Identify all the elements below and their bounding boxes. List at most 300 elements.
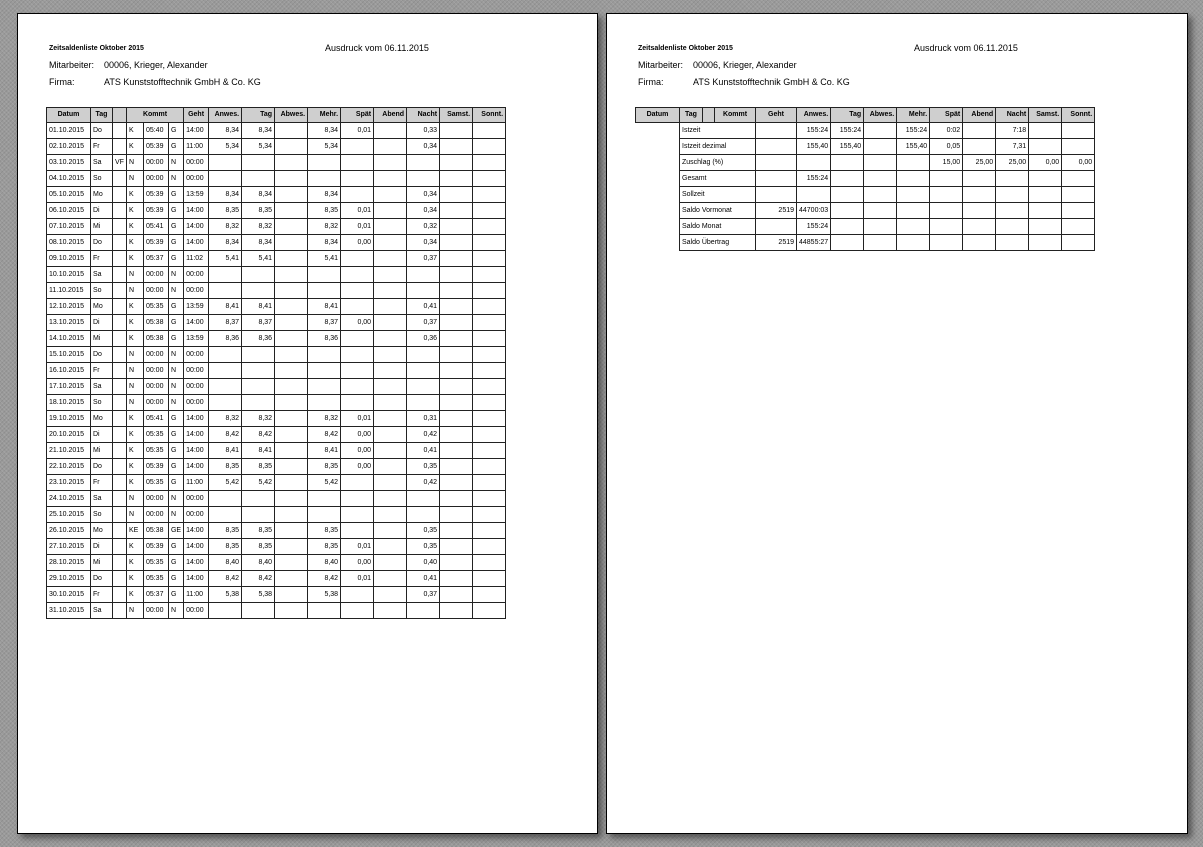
table-cell: 24.10.2015: [47, 491, 91, 507]
table-cell: 0:02: [930, 123, 963, 139]
table-cell: [209, 395, 242, 411]
table-cell: [440, 571, 473, 587]
table-cell: [113, 443, 127, 459]
table-cell: 8,32: [242, 411, 275, 427]
table-cell: [864, 123, 897, 139]
table-cell: [473, 331, 506, 347]
table-cell: So: [91, 507, 113, 523]
company-label: Firma:: [49, 77, 75, 87]
table-cell: G: [168, 555, 183, 571]
table-cell: 13:59: [184, 331, 209, 347]
table-row: [636, 123, 1095, 139]
table-cell: 05:35: [143, 555, 168, 571]
table-cell: 05:39: [143, 235, 168, 251]
table-cell: [897, 219, 930, 235]
col-header: Sonnt.: [473, 108, 506, 123]
table-cell: N: [168, 171, 183, 187]
table-cell: K: [126, 587, 143, 603]
table-cell: Mo: [91, 187, 113, 203]
blank-cell: [636, 155, 680, 171]
table-row: [47, 363, 506, 379]
table-cell: VF: [113, 155, 127, 171]
table-row: [636, 155, 1095, 171]
table-cell: [275, 443, 308, 459]
table-cell: 05:35: [143, 475, 168, 491]
table-cell: [113, 395, 127, 411]
table-cell: 8,41: [242, 443, 275, 459]
table-cell: [440, 587, 473, 603]
table-cell: [113, 427, 127, 443]
table-cell: 8,37: [308, 315, 341, 331]
table-cell: [440, 507, 473, 523]
table-cell: [963, 219, 996, 235]
table-cell: [275, 555, 308, 571]
table-cell: [473, 219, 506, 235]
table-cell: [374, 379, 407, 395]
table-cell: [341, 139, 374, 155]
table-cell: 14:00: [184, 571, 209, 587]
table-cell: [440, 123, 473, 139]
table-cell: G: [168, 475, 183, 491]
table-cell: G: [168, 571, 183, 587]
table-cell: 25,00: [963, 155, 996, 171]
table-row: [47, 235, 506, 251]
table-cell: 28.10.2015: [47, 555, 91, 571]
table-cell: [440, 603, 473, 619]
table-cell: [831, 187, 864, 203]
table-cell: [963, 187, 996, 203]
report-page-1: [17, 13, 598, 834]
table-cell: [341, 331, 374, 347]
table-cell: [275, 491, 308, 507]
table-cell: 8,34: [209, 123, 242, 139]
table-cell: 5,42: [308, 475, 341, 491]
table-cell: [113, 523, 127, 539]
table-cell: [275, 523, 308, 539]
col-header: Kommt: [126, 108, 183, 123]
table-cell: [440, 539, 473, 555]
table-cell: [113, 475, 127, 491]
table-cell: [440, 523, 473, 539]
table-cell: 5,38: [209, 587, 242, 603]
table-cell: Do: [91, 123, 113, 139]
table-cell: [341, 523, 374, 539]
table-cell: Do: [91, 459, 113, 475]
table-cell: N: [126, 395, 143, 411]
table-cell: [440, 187, 473, 203]
table-cell: [341, 395, 374, 411]
table-cell: K: [126, 459, 143, 475]
table-row: [636, 219, 1095, 235]
table-cell: 8,34: [242, 235, 275, 251]
table-row: [636, 171, 1095, 187]
table-cell: G: [168, 299, 183, 315]
table-cell: 8,35: [242, 539, 275, 555]
col-header: Tag: [831, 108, 864, 123]
table-cell: [374, 587, 407, 603]
table-cell: 0,01: [341, 571, 374, 587]
table-cell: [113, 283, 127, 299]
table-cell: 155,40: [831, 139, 864, 155]
col-header: Samst.: [1029, 108, 1062, 123]
table-cell: [473, 315, 506, 331]
table-cell: 14:00: [184, 427, 209, 443]
table-cell: 26.10.2015: [47, 523, 91, 539]
table-cell: [209, 155, 242, 171]
table-cell: 0,40: [407, 555, 440, 571]
table-cell: 5,41: [242, 251, 275, 267]
report-title: Zeitsaldenliste Oktober 2015: [638, 45, 733, 52]
table-row: [47, 475, 506, 491]
table-cell: N: [126, 507, 143, 523]
table-cell: [996, 203, 1029, 219]
table-cell: [242, 507, 275, 523]
table-cell: [831, 219, 864, 235]
table-cell: [473, 235, 506, 251]
table-cell: [113, 347, 127, 363]
table-cell: K: [126, 219, 143, 235]
table-cell: [374, 123, 407, 139]
summary-label: Saldo Vormonat: [680, 203, 756, 219]
table-cell: 00:00: [184, 507, 209, 523]
employee-label: Mitarbeiter:: [49, 60, 95, 70]
table-cell: 11:00: [184, 475, 209, 491]
col-header: Spät: [341, 108, 374, 123]
table-cell: K: [126, 187, 143, 203]
col-header: Anwes.: [797, 108, 831, 123]
table-cell: 30.10.2015: [47, 587, 91, 603]
table-cell: 00:00: [184, 347, 209, 363]
table-cell: [113, 123, 127, 139]
table-cell: [209, 603, 242, 619]
table-row: [47, 555, 506, 571]
company-line: [638, 77, 850, 87]
col-header: Nacht: [996, 108, 1029, 123]
col-header: Tag: [242, 108, 275, 123]
table-cell: [440, 459, 473, 475]
table-cell: 8,35: [242, 203, 275, 219]
table-cell: 05:38: [143, 331, 168, 347]
table-cell: [440, 491, 473, 507]
table-cell: [440, 251, 473, 267]
table-cell: 8,35: [308, 203, 341, 219]
table-cell: [897, 235, 930, 251]
table-cell: 8,35: [308, 459, 341, 475]
blank-cell: [636, 203, 680, 219]
table-cell: [897, 155, 930, 171]
table-cell: [341, 587, 374, 603]
table-cell: N: [168, 507, 183, 523]
table-cell: 8,36: [242, 331, 275, 347]
table-cell: [407, 267, 440, 283]
table-cell: 13:59: [184, 187, 209, 203]
table-cell: 14:00: [184, 443, 209, 459]
blank-cell: [636, 219, 680, 235]
col-header: Datum: [636, 108, 680, 123]
table-cell: [308, 603, 341, 619]
table-cell: [374, 219, 407, 235]
table-cell: [242, 283, 275, 299]
daily-time-body: [47, 123, 506, 619]
table-cell: 05.10.2015: [47, 187, 91, 203]
table-cell: [407, 347, 440, 363]
table-cell: [930, 219, 963, 235]
table-cell: 11:02: [184, 251, 209, 267]
table-cell: So: [91, 283, 113, 299]
table-cell: [440, 427, 473, 443]
table-cell: 03.10.2015: [47, 155, 91, 171]
table-cell: 155:24: [797, 171, 831, 187]
table-row: [47, 139, 506, 155]
table-cell: [308, 395, 341, 411]
table-cell: 44855:27: [797, 235, 831, 251]
table-cell: N: [126, 267, 143, 283]
table-cell: [1029, 187, 1062, 203]
table-row: [47, 123, 506, 139]
table-cell: [341, 379, 374, 395]
table-cell: [275, 459, 308, 475]
table-cell: G: [168, 427, 183, 443]
table-cell: 0,41: [407, 571, 440, 587]
table-cell: 8,40: [308, 555, 341, 571]
col-header: Abend: [374, 108, 407, 123]
table-cell: [1029, 203, 1062, 219]
table-cell: [113, 539, 127, 555]
table-cell: [113, 603, 127, 619]
table-cell: [440, 267, 473, 283]
table-cell: 15,00: [930, 155, 963, 171]
table-cell: [440, 443, 473, 459]
table-cell: [209, 507, 242, 523]
table-cell: N: [126, 491, 143, 507]
table-row: [47, 523, 506, 539]
table-cell: Di: [91, 539, 113, 555]
col-header: Mehr.: [308, 108, 341, 123]
table-cell: 00:00: [184, 267, 209, 283]
table-cell: 05:35: [143, 427, 168, 443]
table-cell: [473, 123, 506, 139]
table-cell: 8,35: [209, 539, 242, 555]
table-cell: [242, 347, 275, 363]
table-cell: K: [126, 443, 143, 459]
table-cell: [897, 187, 930, 203]
table-cell: [113, 459, 127, 475]
table-cell: [209, 379, 242, 395]
table-cell: 155:24: [897, 123, 930, 139]
summary-table: [635, 107, 1095, 251]
table-cell: [963, 171, 996, 187]
table-cell: 8,35: [308, 523, 341, 539]
table-cell: 8,34: [242, 123, 275, 139]
table-cell: 0,00: [341, 315, 374, 331]
table-cell: K: [126, 411, 143, 427]
table-cell: N: [168, 363, 183, 379]
table-cell: 0,37: [407, 315, 440, 331]
table-cell: 0,41: [407, 443, 440, 459]
table-cell: [113, 219, 127, 235]
table-cell: [1062, 219, 1095, 235]
table-cell: 11:00: [184, 139, 209, 155]
table-cell: 0,00: [1029, 155, 1062, 171]
table-cell: [374, 331, 407, 347]
table-cell: G: [168, 459, 183, 475]
table-cell: K: [126, 571, 143, 587]
table-cell: Sa: [91, 603, 113, 619]
table-cell: [209, 491, 242, 507]
table-cell: [242, 267, 275, 283]
table-cell: [963, 203, 996, 219]
table-cell: K: [126, 331, 143, 347]
table-cell: [275, 603, 308, 619]
table-cell: N: [126, 347, 143, 363]
table-cell: 8,34: [308, 123, 341, 139]
table-cell: G: [168, 331, 183, 347]
table-cell: G: [168, 443, 183, 459]
summary-label: Gesamt: [680, 171, 756, 187]
table-cell: [341, 475, 374, 491]
table-cell: [440, 331, 473, 347]
report-title: Zeitsaldenliste Oktober 2015: [49, 45, 144, 52]
table-cell: 0,42: [407, 475, 440, 491]
table-cell: 00:00: [184, 171, 209, 187]
table-cell: 09.10.2015: [47, 251, 91, 267]
table-cell: [831, 155, 864, 171]
table-cell: [374, 299, 407, 315]
table-cell: [113, 203, 127, 219]
table-cell: [374, 363, 407, 379]
summary-label: Saldo Übertrag: [680, 235, 756, 251]
table-cell: 8,37: [209, 315, 242, 331]
table-cell: 0,01: [341, 203, 374, 219]
summary-prefix: [756, 219, 797, 235]
table-cell: G: [168, 187, 183, 203]
table-cell: 05:39: [143, 139, 168, 155]
table-cell: [831, 171, 864, 187]
table-cell: [1062, 123, 1095, 139]
table-cell: [1062, 187, 1095, 203]
table-cell: [473, 459, 506, 475]
employee-value: 00006, Krieger, Alexander: [693, 60, 797, 70]
table-cell: [440, 347, 473, 363]
table-cell: 8,40: [242, 555, 275, 571]
table-cell: [308, 379, 341, 395]
col-header: Geht: [184, 108, 209, 123]
table-cell: [473, 491, 506, 507]
table-cell: [275, 139, 308, 155]
table-cell: 8,34: [209, 187, 242, 203]
table-cell: [275, 331, 308, 347]
table-cell: [996, 235, 1029, 251]
table-cell: 05:37: [143, 251, 168, 267]
table-cell: G: [168, 203, 183, 219]
table-cell: 7,31: [996, 139, 1029, 155]
company-value: ATS Kunststofftechnik GmbH & Co. KG: [693, 77, 850, 87]
table-cell: N: [168, 491, 183, 507]
table-cell: 17.10.2015: [47, 379, 91, 395]
table-cell: 0,37: [407, 587, 440, 603]
table-cell: [113, 171, 127, 187]
table-cell: [308, 363, 341, 379]
table-cell: 05:35: [143, 299, 168, 315]
table-cell: 0,34: [407, 203, 440, 219]
table-cell: 0,36: [407, 331, 440, 347]
table-cell: [374, 171, 407, 187]
table-cell: [374, 315, 407, 331]
table-cell: 05:39: [143, 539, 168, 555]
table-cell: 00:00: [143, 395, 168, 411]
table-cell: N: [168, 603, 183, 619]
table-cell: 8,35: [209, 459, 242, 475]
table-cell: [996, 219, 1029, 235]
table-cell: [864, 219, 897, 235]
table-cell: 8,32: [209, 411, 242, 427]
table-cell: Sa: [91, 267, 113, 283]
table-cell: 8,35: [209, 203, 242, 219]
table-cell: [996, 171, 1029, 187]
table-cell: [209, 267, 242, 283]
col-header: Kommt: [715, 108, 756, 123]
table-cell: 8,36: [209, 331, 242, 347]
summary-prefix: [756, 155, 797, 171]
table-cell: [113, 315, 127, 331]
table-cell: 155:24: [797, 123, 831, 139]
table-cell: [113, 411, 127, 427]
table-row: [47, 539, 506, 555]
table-cell: 8,42: [209, 571, 242, 587]
table-cell: [308, 347, 341, 363]
table-cell: [473, 363, 506, 379]
table-cell: [374, 427, 407, 443]
table-cell: G: [168, 251, 183, 267]
employee-value: 00006, Krieger, Alexander: [104, 60, 208, 70]
table-cell: 13.10.2015: [47, 315, 91, 331]
table-cell: [308, 283, 341, 299]
table-cell: 5,38: [308, 587, 341, 603]
table-cell: [209, 363, 242, 379]
table-cell: [473, 571, 506, 587]
table-cell: 21.10.2015: [47, 443, 91, 459]
table-cell: K: [126, 475, 143, 491]
table-cell: 8,35: [308, 539, 341, 555]
table-cell: G: [168, 235, 183, 251]
table-cell: 155,40: [797, 139, 831, 155]
table-cell: 00:00: [184, 363, 209, 379]
table-cell: [473, 379, 506, 395]
table-cell: [374, 267, 407, 283]
table-cell: G: [168, 539, 183, 555]
table-cell: GE: [168, 523, 183, 539]
summary-label: Sollzeit: [680, 187, 756, 203]
table-cell: 0,32: [407, 219, 440, 235]
table-cell: [440, 171, 473, 187]
table-cell: Mi: [91, 555, 113, 571]
table-cell: 10.10.2015: [47, 267, 91, 283]
table-cell: 14:00: [184, 411, 209, 427]
table-cell: KE: [126, 523, 143, 539]
table-cell: 155:24: [797, 219, 831, 235]
table-cell: [473, 507, 506, 523]
employee-line: [49, 60, 208, 70]
table-cell: [242, 603, 275, 619]
table-cell: [963, 139, 996, 155]
col-header: Samst.: [440, 108, 473, 123]
table-cell: 8,32: [308, 411, 341, 427]
table-cell: [209, 171, 242, 187]
table-cell: 05:39: [143, 203, 168, 219]
table-cell: K: [126, 123, 143, 139]
table-cell: [864, 235, 897, 251]
table-cell: [930, 187, 963, 203]
